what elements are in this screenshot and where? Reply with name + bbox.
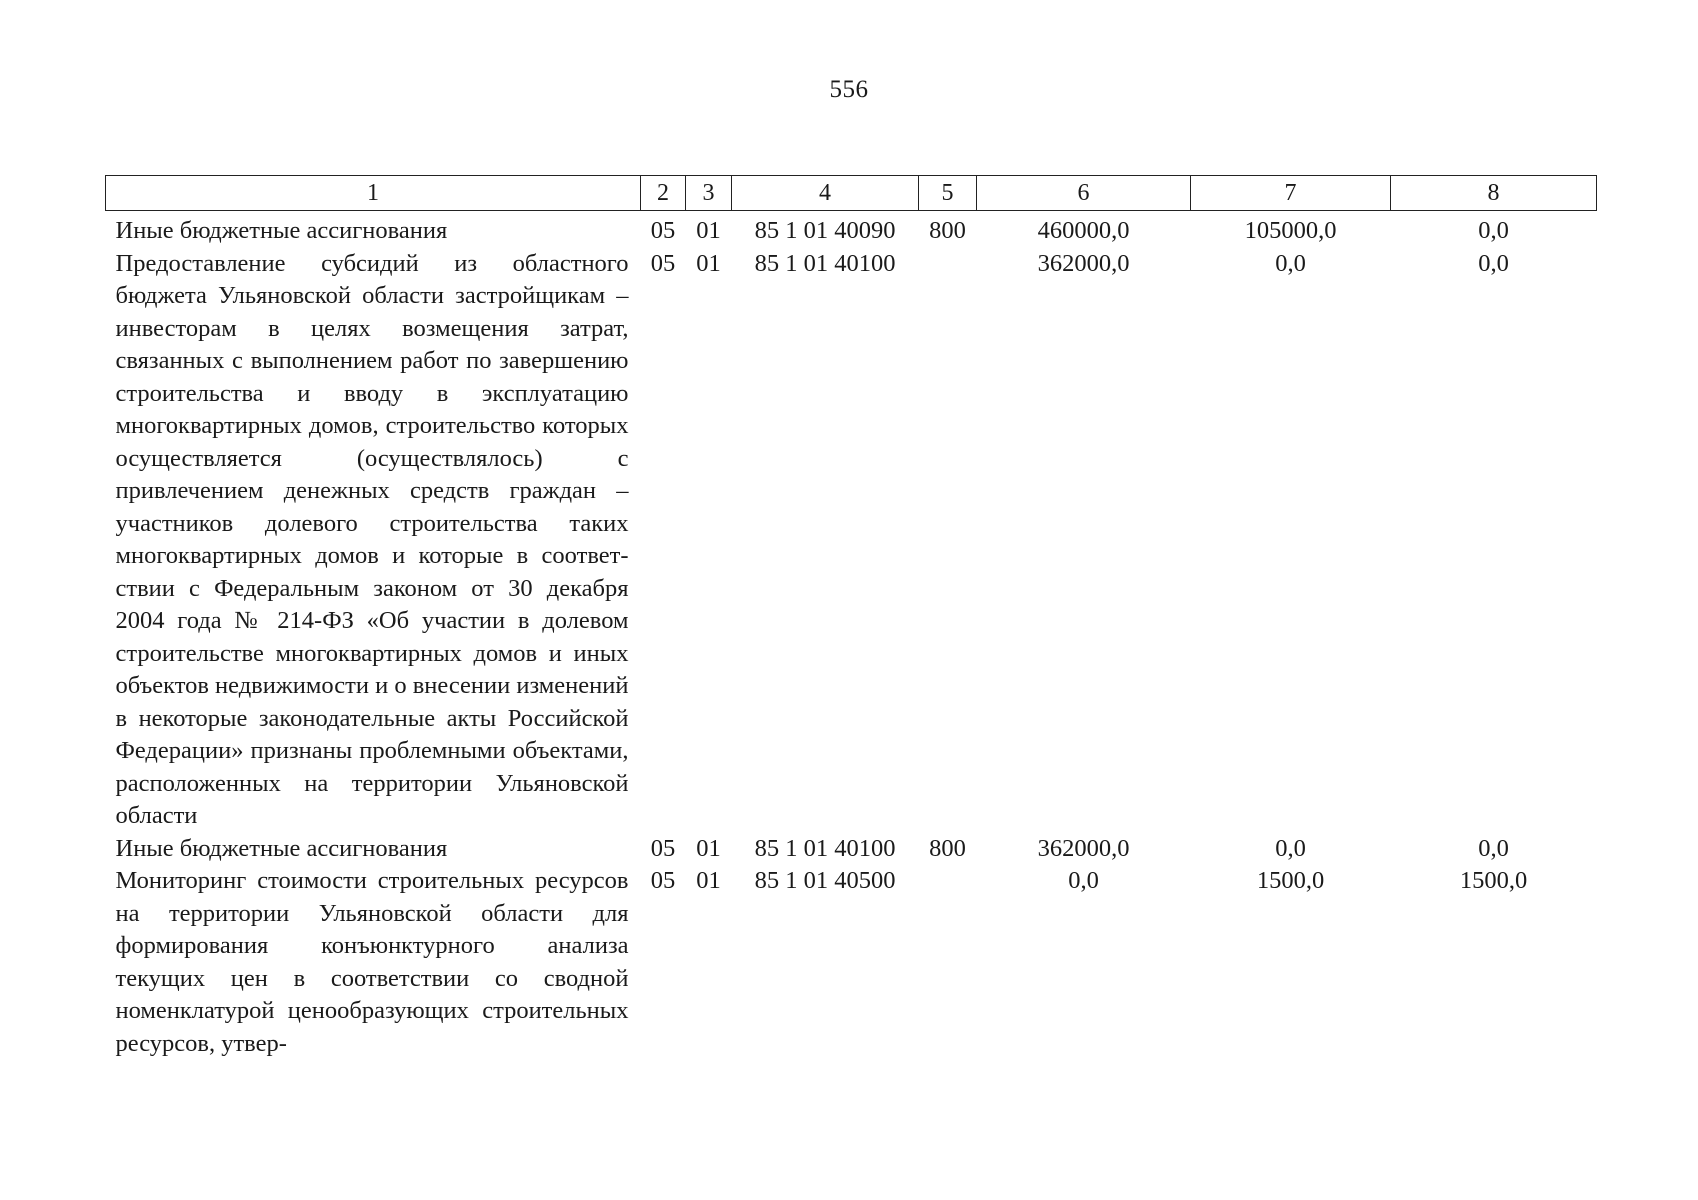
row-amount-col8: 0,0: [1478, 834, 1509, 862]
row-amount-col8: 1500,0: [1459, 867, 1528, 894]
row-subsection-code: 01: [696, 217, 721, 244]
row-target-article: 85 1 01 40100: [754, 249, 896, 277]
table-row: [106, 865, 1597, 1060]
row-subsection-code: 01: [696, 867, 721, 894]
table-row: [106, 211, 1597, 248]
row-amount-col6: 362000,0: [1037, 249, 1130, 277]
header-cell-8: 8: [1391, 176, 1597, 211]
budget-table-container: [105, 175, 1596, 1060]
row-target-article: 85 1 01 40100: [754, 834, 896, 862]
row-amount-col6: 460000,0: [1037, 217, 1130, 244]
table-row: [106, 248, 1597, 833]
header-cell-2: 2: [641, 176, 686, 211]
row-amount-col7: 0,0: [1275, 249, 1306, 277]
header-cell-4: 4: [732, 176, 919, 211]
row-amount-col8: 0,0: [1478, 249, 1509, 277]
row-expense-type: [919, 865, 977, 1060]
row-name: Иные бюджетные ассигнования: [115, 834, 448, 862]
row-expense-type: 800: [929, 834, 966, 862]
table-row: [106, 833, 1597, 866]
header-cell-1: 1: [106, 176, 641, 211]
row-expense-type: 800: [929, 217, 966, 244]
row-expense-type: [919, 248, 977, 833]
row-name: Предоставление субсидий из областного бюджета Ульяновской области застройщикам – инвесторам в целях возмещения затрат, связанных с выполнением работ по завершению строительства и вводу в эксплуатацию многоквартирных домов, строительство которых осуществляется (осуществлялось) с привлечением денежных средств граждан – участников долевого строительства таких многоквартирных домов и которые в соответствии с Федеральным законом от 30 декабря 2004 года № 214-ФЗ «Об участии в долевом строительстве многоквартирных домов и иных объектов недвижимости и о внесении изменений в некоторые законодательные акты Российской Федерации» признаны проблемными объектами, расположенных на территории Ульяновской области: [115, 249, 629, 829]
row-amount-col7: 1500,0: [1256, 867, 1325, 894]
row-name: Мониторинг стоимости строительных ресурсов на территории Ульяновской области для формирования конъюнктурного анализа текущих цен в соответствии со сводной номенклатурой ценообразующих строительных ресурсов, утвер-: [115, 867, 629, 1057]
row-amount-col6: 362000,0: [1037, 834, 1130, 862]
row-name: Иные бюджетные ассигнования: [115, 217, 448, 244]
row-section-code: 05: [650, 249, 676, 277]
row-subsection-code: 01: [696, 834, 721, 862]
budget-table: [105, 175, 1597, 1060]
header-cell-7: 7: [1191, 176, 1391, 211]
row-target-article: 85 1 01 40090: [754, 217, 896, 244]
row-amount-col8: 0,0: [1478, 217, 1509, 244]
row-section-code: 05: [650, 834, 676, 862]
header-cell-6: 6: [977, 176, 1191, 211]
row-amount-col7: 0,0: [1275, 834, 1306, 862]
row-amount-col7: 105000,0: [1244, 217, 1337, 244]
row-amount-col6: 0,0: [1068, 867, 1099, 894]
row-section-code: 05: [650, 217, 676, 244]
header-cell-5: 5: [919, 176, 977, 211]
row-target-article: 85 1 01 40500: [754, 867, 896, 894]
row-section-code: 05: [650, 867, 676, 894]
header-cell-3: 3: [686, 176, 732, 211]
table-header: [106, 176, 1597, 211]
page-number: 556: [829, 76, 869, 103]
header-row: [106, 176, 1597, 211]
table-body: [106, 211, 1597, 1061]
row-subsection-code: 01: [696, 249, 721, 277]
